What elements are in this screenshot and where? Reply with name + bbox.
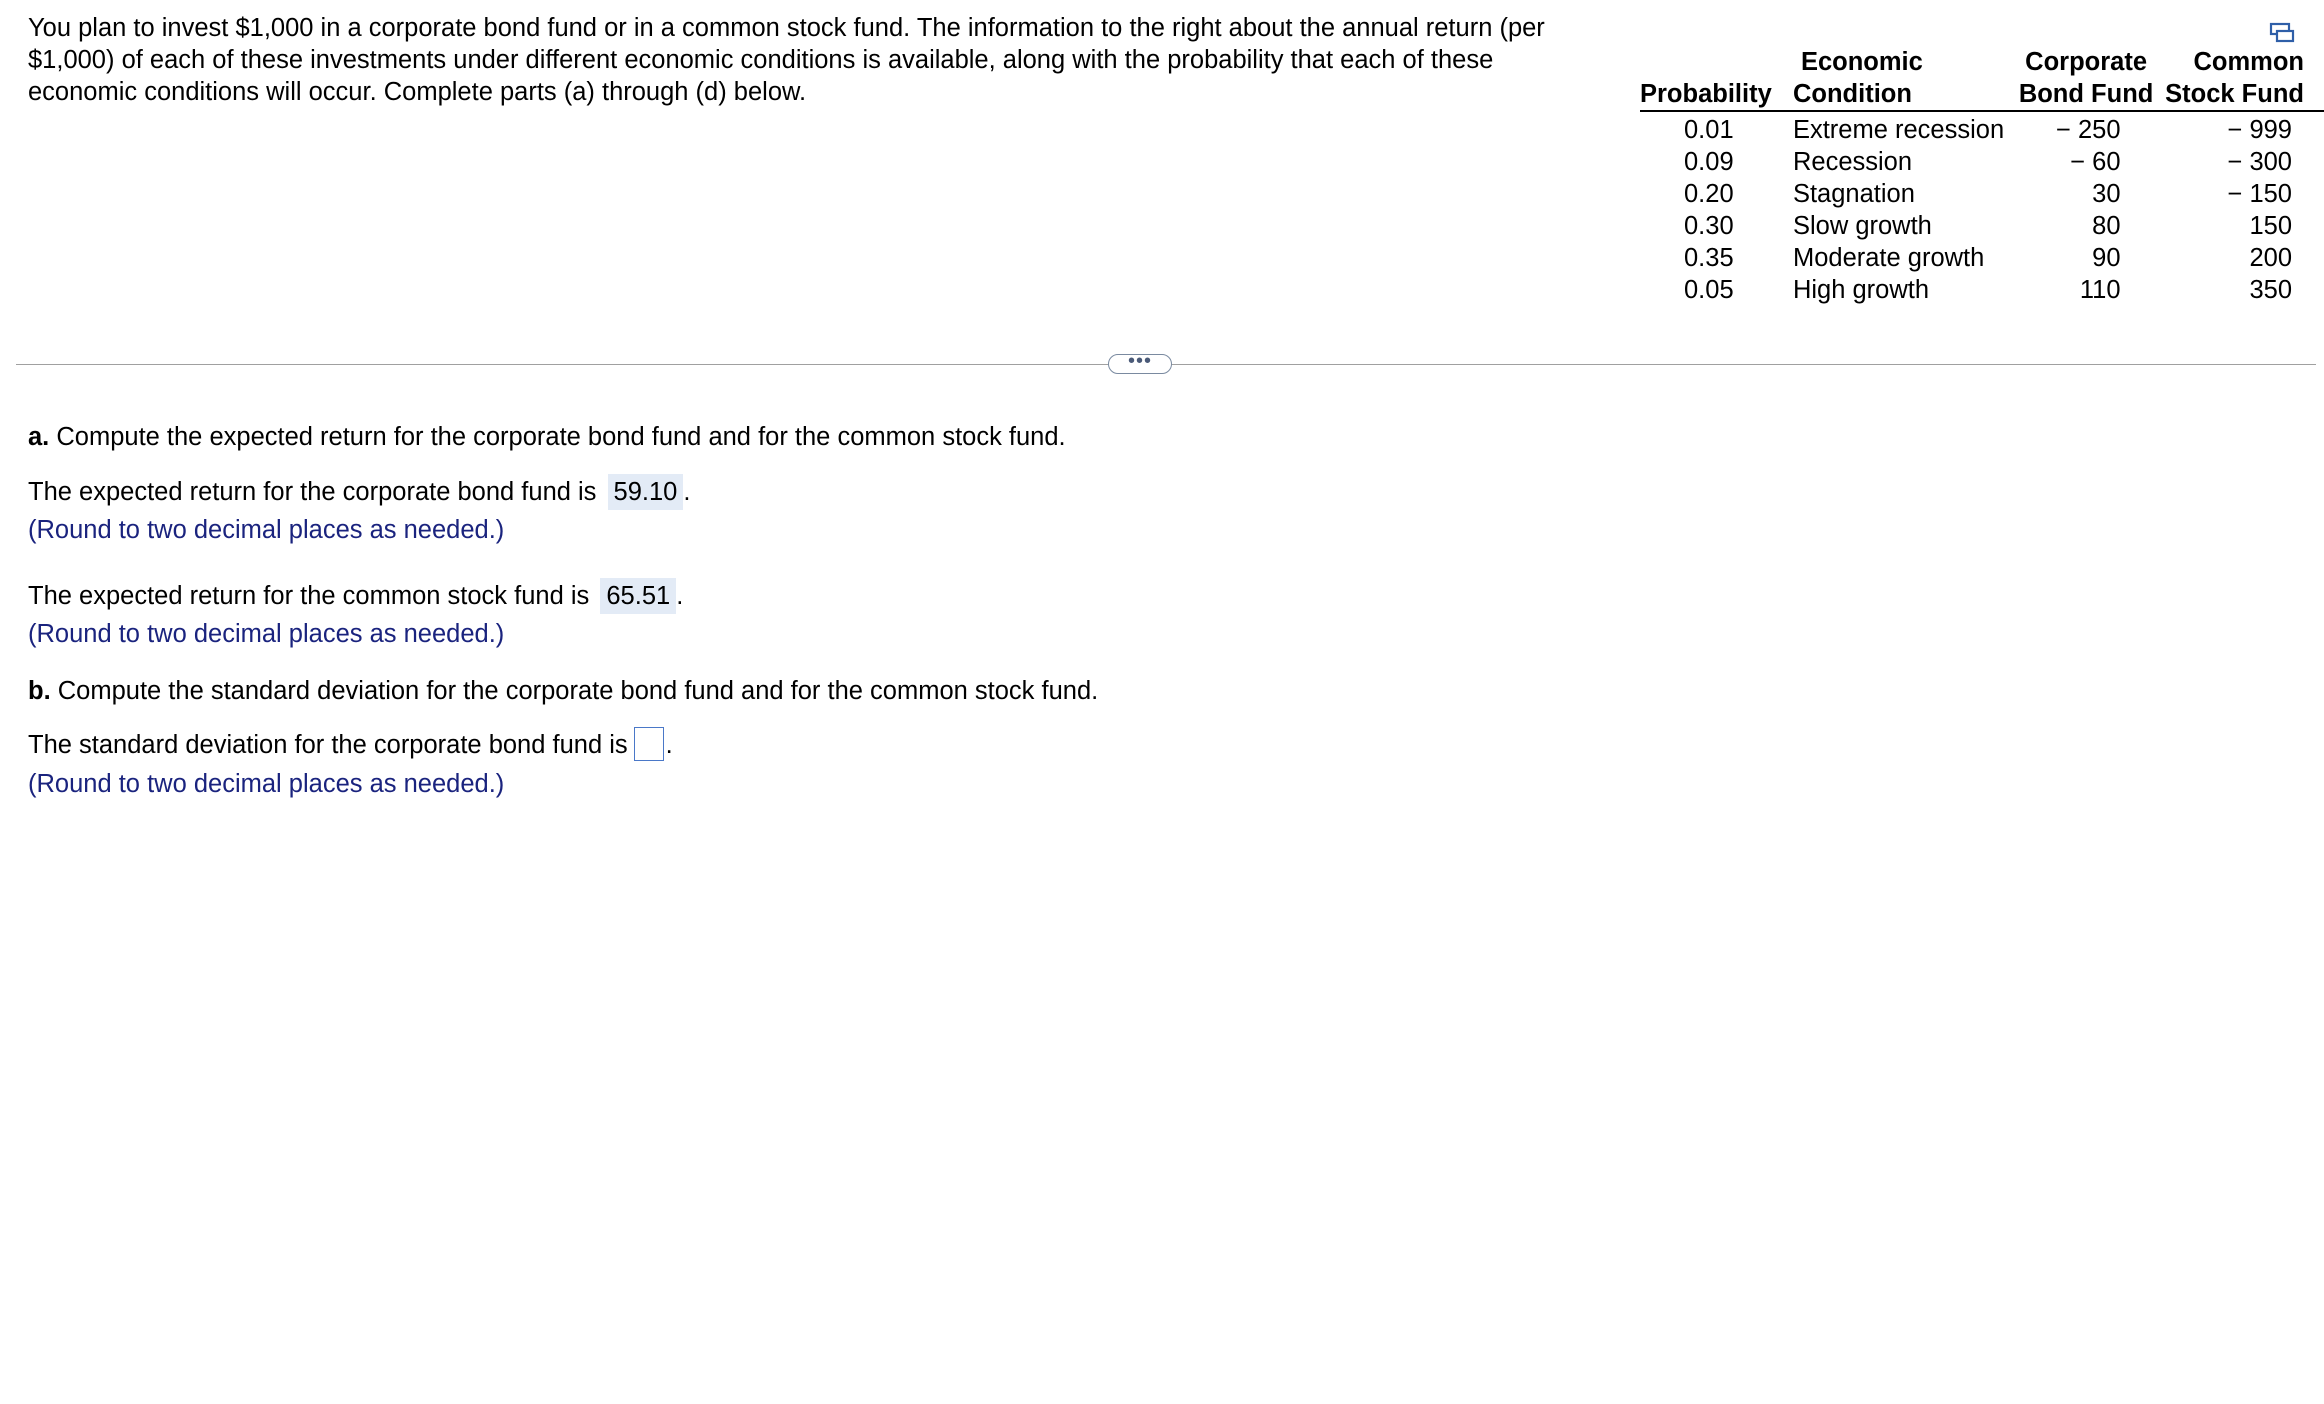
table-row <box>1640 178 2324 210</box>
cell-condition: Moderate growth <box>1792 244 1985 272</box>
table-row <box>1640 111 2324 146</box>
problem-line-1: You plan to invest $1,000 in a corporate bond fund or in a common stock fund. The information to the right about the annual return (per <box>28 14 1545 42</box>
cell-probability: 0.35 <box>1684 244 1734 272</box>
cell-stock: − 150 <box>2227 180 2292 208</box>
cell-bond: 90 <box>2092 244 2121 272</box>
cell-condition: High growth <box>1792 276 1930 304</box>
cell-bond: 110 <box>2079 276 2121 304</box>
problem-line-2: $1,000) of each of these investments under different economic conditions is available, along with the probability that each of these <box>28 46 1494 74</box>
header-corporate-bond-fund: Corporate Bond Fund <box>2012 46 2161 111</box>
problem-line-3: economic conditions will occur. Complete parts (a) through (d) below. <box>28 78 807 106</box>
cell-bond: − 250 <box>2056 116 2121 144</box>
header-common-stock-fund: Common Stock Fund <box>2161 46 2324 111</box>
cell-stock: 150 <box>2249 212 2292 240</box>
problem-statement <box>28 12 1618 108</box>
bond-expected-return-answer[interactable]: 59.10 <box>608 474 684 510</box>
part-a-bond-text: The expected return for the corporate bond fund is <box>28 478 597 506</box>
cell-condition: Extreme recession <box>1792 116 2005 144</box>
cell-condition: Stagnation <box>1792 180 1915 208</box>
part-a-stock-hint: (Round to two decimal places as needed.) <box>28 620 505 648</box>
part-b-bond-hint: (Round to two decimal places as needed.) <box>28 770 505 798</box>
table-row <box>1640 274 2324 306</box>
cell-probability: 0.30 <box>1684 212 1734 240</box>
part-a-prompt <box>28 421 1066 453</box>
cell-bond: 80 <box>2092 212 2121 240</box>
part-b-prompt-text: Compute the standard deviation for the corporate bond fund and for the common stock fund. <box>50 677 1099 705</box>
part-a-stock-text: The expected return for the common stock fund is <box>28 582 590 610</box>
cell-bond: 30 <box>2092 180 2121 208</box>
cell-stock: 350 <box>2249 276 2292 304</box>
period: . <box>676 582 684 610</box>
cell-probability: 0.01 <box>1684 116 1734 144</box>
period: . <box>665 731 673 759</box>
cell-probability: 0.20 <box>1684 180 1734 208</box>
part-a-bond-hint: (Round to two decimal places as needed.) <box>28 516 505 544</box>
period: . <box>683 478 691 506</box>
cell-probability: 0.09 <box>1684 148 1734 176</box>
cell-stock: − 300 <box>2227 148 2292 176</box>
returns-table <box>1640 46 2324 306</box>
part-b-bond-text: The standard deviation for the corporate bond fund is <box>28 731 628 759</box>
header-economic-condition: Economic Condition <box>1787 46 2012 111</box>
part-a-prompt-text: Compute the expected return for the corporate bond fund and for the common stock fund. <box>49 423 1066 451</box>
expand-more-button[interactable]: ••• <box>1108 354 1172 374</box>
header-probability: Probability <box>1640 46 1787 111</box>
part-b-label: b. <box>28 677 51 705</box>
part-a-label: a. <box>28 423 50 451</box>
cell-condition: Recession <box>1792 148 1913 176</box>
cell-stock: 200 <box>2249 244 2292 272</box>
cell-bond: − 60 <box>2070 148 2121 176</box>
part-b-bond-line <box>28 729 673 763</box>
part-a-stock-line <box>28 578 683 614</box>
table-row <box>1640 146 2324 178</box>
cell-condition: Slow growth <box>1792 212 1932 240</box>
copy-data-icon[interactable] <box>2268 20 2296 48</box>
part-b-prompt <box>28 675 1098 707</box>
table-row <box>1640 242 2324 274</box>
part-a-bond-line <box>28 474 690 510</box>
bond-std-dev-input[interactable] <box>634 727 664 761</box>
table-row <box>1640 210 2324 242</box>
cell-probability: 0.05 <box>1684 276 1734 304</box>
cell-stock: − 999 <box>2227 116 2292 144</box>
stock-expected-return-answer[interactable]: 65.51 <box>600 578 676 614</box>
